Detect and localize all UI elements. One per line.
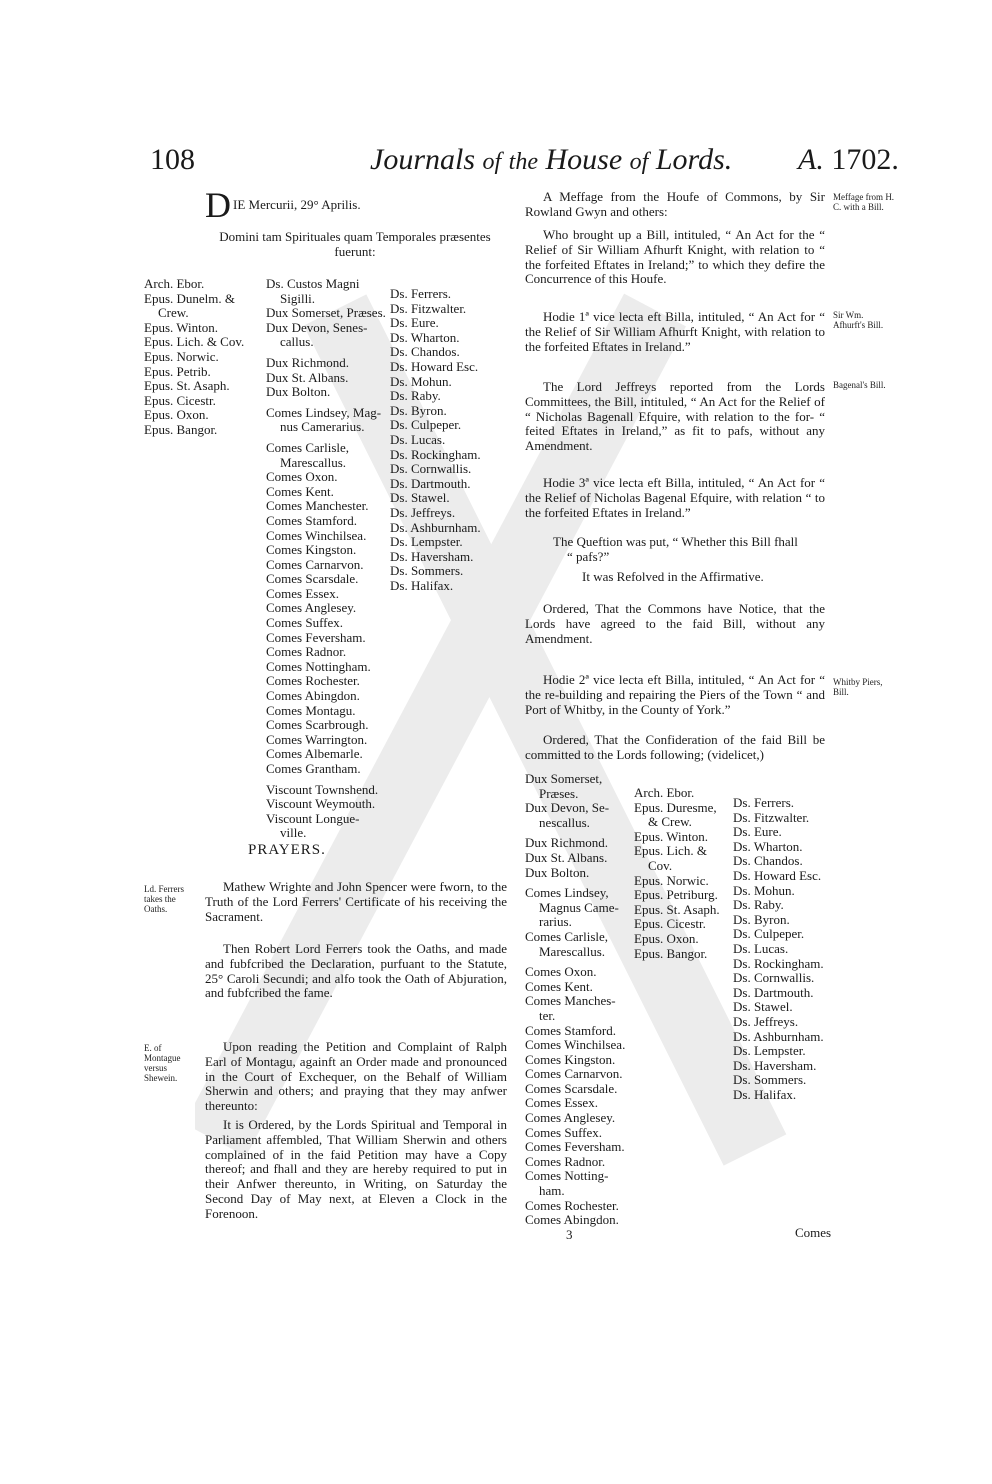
list-item: Comes Scarsdale. [266, 571, 359, 587]
list-item: Comes Oxon. [525, 964, 597, 980]
list-item: Comes Oxon. [266, 469, 338, 485]
paragraph: Hodie 1ª vice lecta eft Billa, intituled, “ An Act for “ the Relief of Sir William Afhurft Knight, with relation to the forfeited Eftates in Ireland.” [525, 309, 825, 354]
list-item: Ds. Mohun. [733, 882, 795, 898]
list-item: Comes Feversham. [266, 629, 366, 645]
list-item: Ds. Culpeper. [390, 417, 462, 433]
list-item: Ds. Stawel. [733, 999, 793, 1015]
list-item: rarius. [539, 914, 572, 930]
list-item: nescallus. [539, 814, 590, 830]
list-item: ter. [539, 1007, 556, 1023]
title-word: of [629, 149, 649, 175]
year-label [798, 143, 899, 177]
list-item: Ds. Raby. [390, 388, 441, 404]
committee-barons [733, 796, 843, 1102]
list-item: Ds. Sommers. [733, 1072, 807, 1088]
list-item: Cov. [648, 857, 673, 873]
list-item: Comes Kingston. [525, 1051, 616, 1067]
question-line: The Queftion was put, “ Whether this Bill fhall [553, 534, 798, 549]
list-item: Ds. Rockingham. [390, 446, 481, 462]
list-item: Ds. Byron. [733, 911, 790, 927]
list-item: Epus. Duresme, [634, 799, 717, 815]
year-prefix: A. [798, 143, 824, 176]
list-item: Comes Anglesey. [525, 1110, 616, 1126]
list-item: Epus. St. Asaph. [634, 901, 720, 917]
list-item: Marescallus. [280, 454, 347, 470]
list-item: Comes Kent. [266, 483, 334, 499]
list-item: Epus. Lich. & [634, 843, 707, 859]
list-item: nus Camerarius. [280, 419, 365, 435]
list-item: Comes Manches- [525, 993, 616, 1009]
list-item: Comes Montagu. [266, 702, 356, 718]
list-item: Epus. Cicestr. [144, 392, 216, 408]
list-item: Ds. Halifax. [390, 577, 454, 593]
list-item: Comes Carnarvon. [266, 556, 364, 572]
list-item: Ds. Chandos. [733, 853, 803, 869]
list-item: Comes Winchilsea. [266, 527, 367, 543]
list-item: Ds. Howard Esc. [390, 358, 479, 374]
committee-temporal [525, 772, 635, 1228]
sitting-date [205, 185, 505, 225]
resolution: It was Refolved in the Affirmative. [582, 569, 764, 584]
list-item: Dux Bolton. [525, 864, 590, 880]
margin-note-message: Meffage from H. C. with a Bill. [833, 192, 895, 212]
list-item: Ds. Wharton. [390, 329, 460, 345]
list-item: Comes Carlisle, [266, 439, 350, 455]
year: 1702. [831, 143, 899, 176]
list-item: Magnus Came- [539, 899, 619, 915]
present-line: fuerunt: [334, 243, 376, 259]
paragraph: It is Ordered, by the Lords Spiritual and Temporal in Parliament affembled, That William Sherwin and others complained of in the faid Petition may have a Copy thereof; and fhall and they are hereby required to put in their Anfwer thereunto, in Writing, on Saturday the Second Day of May next, at Eleven a Clock in the Forenoon. [205, 1117, 507, 1221]
list-item: Comes Warrington. [266, 731, 368, 747]
list-item: Dux Richmond. [525, 835, 609, 851]
list-item: Epus. Winton. [634, 828, 708, 844]
list-item: Dux Somerset, Præses. [266, 305, 386, 321]
present-heading [205, 230, 505, 259]
list-item: Viscount Weymouth. [266, 796, 376, 812]
paragraph: Hodie 3ª vice lecta eft Billa, intituled, “ An Act for “ the Relief of Nicholas Bagenal Efquire, with relation “ to the forfeited Eftates in Ireland.” [525, 475, 825, 520]
list-item: Comes Stamford. [525, 1022, 616, 1038]
signature-mark: 3 [566, 1227, 573, 1242]
list-item: Comes Radnor. [525, 1153, 606, 1169]
list-item: Ds. Lucas. [733, 940, 789, 956]
list-item: Epus. Bangor. [634, 945, 708, 961]
margin-note-ferrers: Ld. Ferrers takes the Oaths. [144, 884, 184, 914]
list-item: Viscount Townshend. [266, 781, 379, 797]
list-item: Comes Kingston. [266, 542, 357, 558]
list-item: Ds. Howard Esc. [733, 867, 822, 883]
list-item: Epus. Norwic. [634, 872, 709, 888]
list-item: Ds. Dartmouth. [733, 984, 814, 1000]
list-item: Ds. Fitzwalter. [733, 809, 810, 825]
list-item: Comes Anglesey. [266, 600, 357, 616]
catchword: Comes [795, 1225, 832, 1240]
list-item: Ds. Dartmouth. [390, 475, 471, 491]
list-item: Epus. Dunelm. & [144, 290, 235, 306]
margin-note-whitby: Whitby Piers, Bill. [833, 677, 883, 697]
list-item: Ds. Rockingham. [733, 955, 824, 971]
list-item: Ds. Haversham. [390, 548, 474, 564]
paragraph: Mathew Wrighte and John Spencer were fworn, to the Truth of the Lord Ferrers' Certificate of his receiving the Sacrament. [205, 879, 507, 924]
list-item: Arch. Ebor. [634, 785, 695, 800]
question [553, 535, 833, 565]
question-line: “ pafs?” [567, 548, 610, 564]
list-item: Dux Somerset, [525, 771, 603, 786]
title-word: House [545, 143, 623, 176]
list-item: Epus. Cicestr. [634, 916, 706, 932]
list-item: ham. [539, 1183, 565, 1199]
list-item: Epus. Winton. [144, 319, 218, 335]
title-word: of [482, 149, 502, 175]
list-item: Arch. Ebor. [144, 276, 205, 291]
list-item: Comes Rochester. [266, 673, 360, 689]
list-item: ville. [280, 825, 307, 841]
attendance-temporal [266, 277, 390, 841]
attendance-barons [390, 287, 505, 593]
list-item: Ds. Cornwallis. [733, 970, 815, 986]
list-item: Ds. Culpeper. [733, 926, 805, 942]
list-item: Ds. Ashburnham. [733, 1028, 824, 1044]
list-item: Ds. Raby. [733, 897, 784, 913]
list-item: Ds. Lucas. [390, 431, 446, 447]
page-number: 108 [150, 143, 195, 176]
date-line: IE Mercurii, 29° Aprilis. [233, 197, 361, 212]
list-item: callus. [280, 334, 314, 350]
margin-note-ashurst: Sir Wm. Afhurft's Bill. [833, 310, 884, 330]
list-item: Epus. Petriburg. [634, 887, 718, 903]
committee-bishops [634, 786, 732, 961]
list-item: Comes Albemarle. [266, 746, 363, 762]
paragraph: The Lord Jeffreys reported from the Lords Committees, the Bill, intituled, “ An Act for the Relief of “ Nicholas Bagenall Efquire, with relation to the for- “ feited Eftates in Ireland,” as fit to pafs, without any Amendment. [525, 379, 825, 454]
list-item: Ds. Lempster. [390, 534, 463, 550]
list-item: Ds. Mohun. [390, 373, 452, 389]
list-item: Comes Kent. [525, 978, 593, 994]
list-item: Comes Manchester. [266, 498, 369, 514]
list-item: Comes Nottingham. [266, 658, 371, 674]
paragraph: A Meffage from the Houfe of Commons, by Sir Rowland Gwyn and others: [525, 189, 825, 219]
paragraph: Then Robert Lord Ferrers took the Oaths, and made and fubfcribed the Declaration, purfuant to the Statute, 25° Caroli Secundi; and alfo took the Oath of Abjuration, and fubfcribed the fame. [205, 941, 507, 1001]
title-word: Lords. [655, 143, 733, 176]
list-item: Comes Abingdon. [266, 688, 360, 704]
list-item: Comes Suffex. [525, 1124, 603, 1140]
margin-note-bagenal: Bagenal's Bill. [833, 380, 886, 390]
list-item: Comes Scarsdale. [525, 1080, 618, 1096]
list-item: Epus. Bangor. [144, 421, 218, 437]
list-item: Epus. Norwic. [144, 348, 219, 364]
list-item: Dux Devon, Se- [525, 800, 610, 816]
list-item: Comes Lindsey, [525, 885, 609, 901]
list-item: Epus. Lich. & Cov. [144, 334, 245, 350]
list-item: Comes Winchilsea. [525, 1037, 626, 1053]
list-item: Comes Essex. [266, 585, 339, 601]
list-item: Crew. [158, 305, 189, 321]
list-item: Epus. Oxon. [634, 930, 699, 946]
list-item: Præses. [539, 785, 579, 801]
list-item: Ds. Cornwallis. [390, 461, 472, 477]
list-item: Comes Carlisle, [525, 928, 609, 944]
list-item: Ds. Wharton. [733, 838, 803, 854]
list-item: Ds. Eure. [733, 824, 782, 840]
list-item: Comes Suffex. [266, 615, 344, 631]
list-item: Epus. Petrib. [144, 363, 211, 379]
list-item: & Crew. [648, 814, 692, 830]
list-item: Ds. Fitzwalter. [390, 300, 467, 316]
list-item: Comes Radnor. [266, 644, 347, 660]
list-item: Dux Richmond. [266, 354, 350, 370]
list-item: Dux St. Albans. [525, 849, 608, 865]
list-item: Ds. Eure. [390, 315, 439, 331]
list-item: Ds. Custos Magni [266, 276, 360, 291]
list-item: Ds. Byron. [390, 402, 447, 418]
title-word: Journals [370, 143, 475, 176]
list-item: Ds. Halifax. [733, 1086, 797, 1102]
list-item: Ds. Jeffreys. [390, 504, 456, 520]
present-line: Domini tam Spirituales quam Temporales præsentes [219, 229, 491, 244]
paragraph: Who brought up a Bill, intituled, “ An Act for the “ Relief of Sir William Afhurft Knight, with relation to “ the forfeited Eftates in Ireland;” to which they defire the Concurrence of this Houfe. [525, 227, 825, 287]
list-item: Ds. Ferrers. [733, 795, 795, 810]
list-item: Epus. Oxon. [144, 407, 209, 423]
paragraph: Ordered, That the Confideration of the faid Bill be committed to the Lords following; (videlicet,) [525, 732, 825, 762]
list-item: Comes Grantham. [266, 761, 361, 776]
list-item: Ds. Sommers. [390, 563, 464, 579]
list-item: Comes Scarbrough. [266, 717, 369, 733]
title-word: the [508, 149, 538, 175]
list-item: Comes Rochester. [525, 1197, 619, 1213]
list-item: Comes Abingdon. [525, 1212, 619, 1228]
list-item: Comes Stamford. [266, 512, 357, 528]
paragraph: Upon reading the Petition and Complaint of Ralph Earl of Montagu, againft an Order made and pronounced in the Court of Exchequer, on the Behalf of William Sherwin and others; and praying that they may anfwer thereunto: [205, 1039, 507, 1114]
date-dropcap: D [205, 185, 231, 225]
list-item: Ds. Ferrers. [390, 286, 452, 301]
list-item: Dux St. Albans. [266, 369, 349, 385]
list-item: Comes Notting- [525, 1168, 609, 1184]
attendance-bishops [144, 277, 260, 438]
list-item: Epus. St. Asaph. [144, 378, 230, 394]
list-item: Dux Bolton. [266, 384, 331, 400]
list-item: Viscount Longue- [266, 810, 360, 826]
list-item: Dux Devon, Senes- [266, 319, 368, 335]
list-item: Comes Lindsey, Mag- [266, 404, 382, 420]
list-item: Sigilli. [280, 290, 316, 306]
margin-note-montagu: E. of Montague versus Shewein. [144, 1043, 181, 1083]
list-item: Comes Feversham. [525, 1139, 625, 1155]
list-item: Ds. Stawel. [390, 490, 450, 506]
list-item: Marescallus. [539, 943, 606, 959]
list-item: Comes Carnarvon. [525, 1066, 623, 1082]
paragraph: Ordered, That the Commons have Notice, that the Lords have agreed to the faid Bill, without any Amendment. [525, 601, 825, 646]
list-item: Ds. Haversham. [733, 1057, 817, 1073]
list-item: Ds. Chandos. [390, 344, 460, 360]
list-item: Ds. Lempster. [733, 1043, 806, 1059]
list-item: Comes Essex. [525, 1095, 598, 1111]
list-item: Ds. Ashburnham. [390, 519, 481, 535]
running-title [370, 143, 810, 177]
paragraph: Hodie 2ª vice lecta eft Billa, intituled, “ An Act for “ the re-building and repairing the Piers of the Town “ and Port of Whitby, in the County of York.” [525, 672, 825, 717]
list-item: Ds. Jeffreys. [733, 1013, 799, 1029]
prayers-heading: PRAYERS. [248, 842, 326, 858]
